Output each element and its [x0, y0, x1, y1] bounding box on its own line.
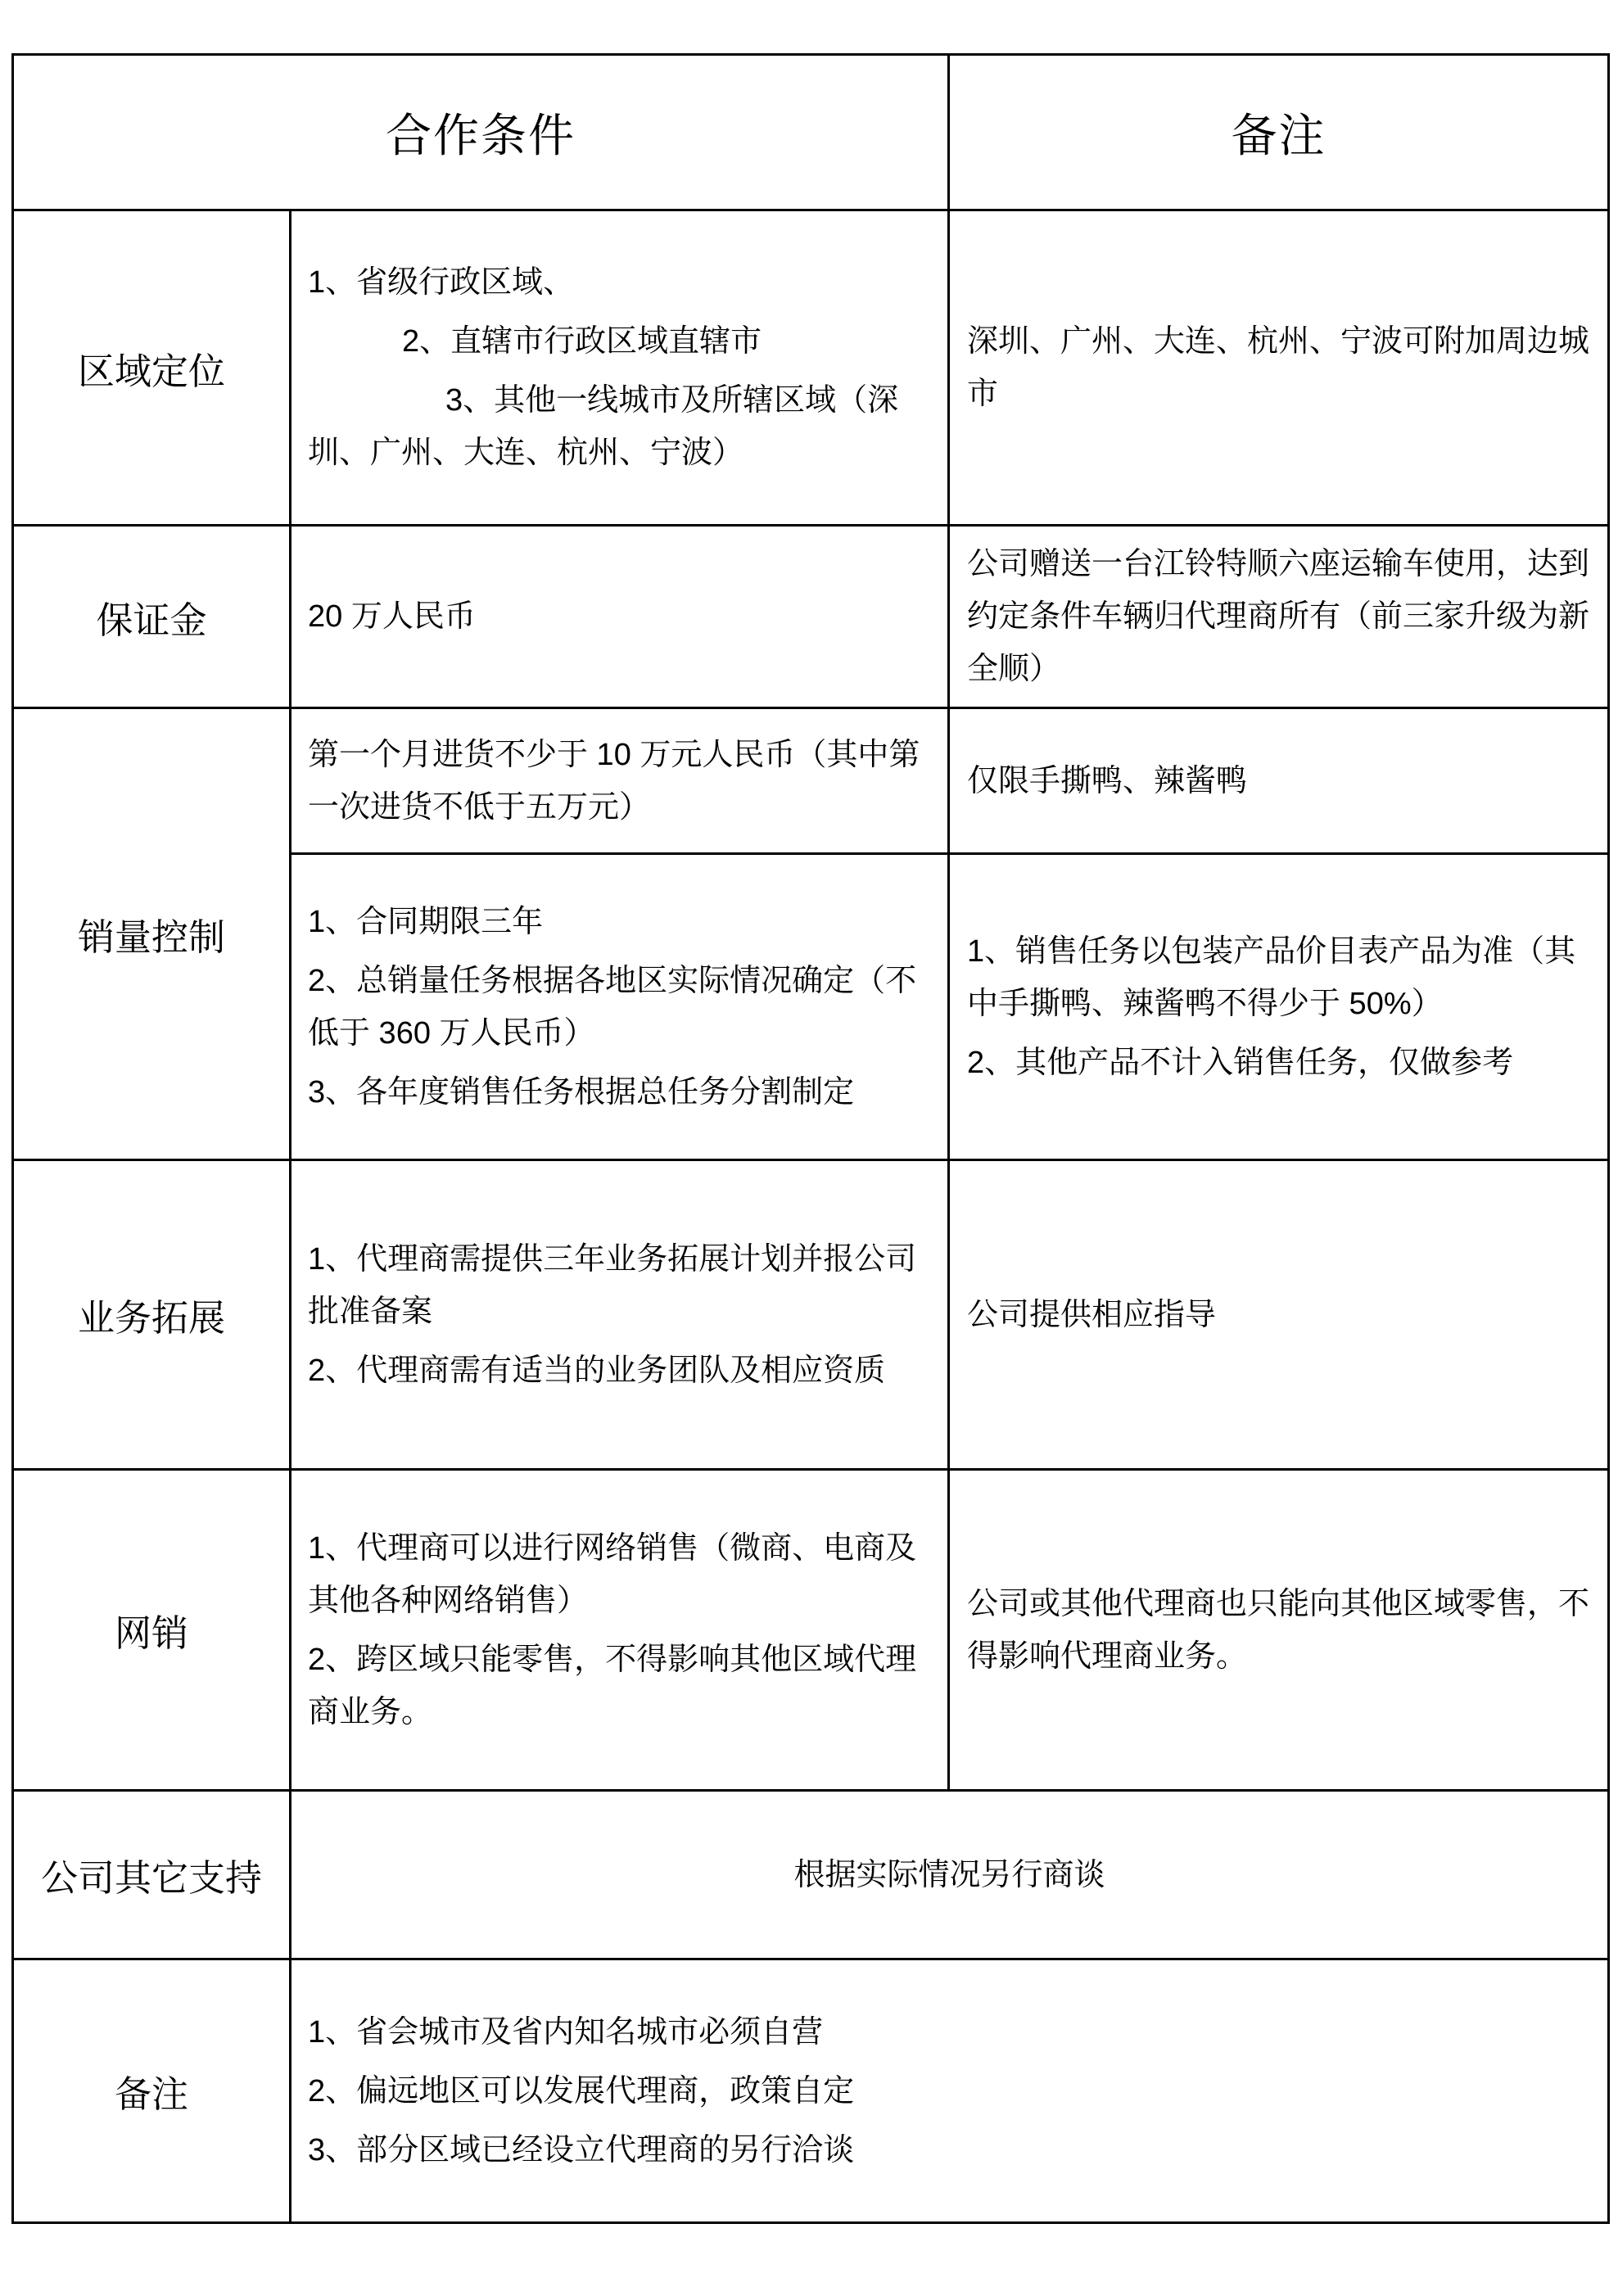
row-business-remark	[949, 1160, 1609, 1470]
header-cooperation-cell: 合作条件	[13, 55, 949, 210]
cooperation-table	[11, 53, 1610, 2224]
deposit-remark-text: 公司赠送一台江铃特顺六座运输车使用，达到约定条件车辆归代理商所有（前三家升级为新全顺）	[967, 547, 1590, 686]
row-business-label: 业务拓展	[13, 1160, 291, 1470]
sales-sub1-content-text: 第一个月进货不少于 10 万元人民币（其中第一次进货不低于五万元）	[308, 737, 920, 825]
notes-item-3: 3、部分区域已经设立代理商的另行洽谈	[308, 2132, 855, 2167]
row-deposit-remark	[949, 526, 1609, 708]
row-region	[13, 210, 1609, 526]
sales-sub2-item-2: 2、总销量任务根据各地区实际情况确定（不低于 360 万人民币）	[308, 963, 917, 1051]
row-deposit-content	[291, 526, 949, 708]
row-region-remark	[949, 210, 1609, 526]
row-business-content	[291, 1160, 949, 1470]
row-sales-label: 销量控制	[13, 708, 291, 1160]
row-deposit	[13, 526, 1609, 708]
header-remark-cell: 备注	[949, 55, 1609, 210]
business-remark-text: 公司提供相应指导	[967, 1297, 1217, 1332]
sales-sub2-item-1: 1、合同期限三年	[308, 904, 544, 939]
row-region-content	[291, 210, 949, 526]
table-header-row	[13, 55, 1609, 210]
notes-item-1: 1、省会城市及省内知名城市必须自营	[308, 2014, 824, 2050]
row-online-remark	[949, 1470, 1609, 1791]
sales-sub2-item-3: 3、各年度销售任务根据总任务分割制定	[308, 1074, 855, 1110]
row-support-label: 公司其它支持	[13, 1791, 291, 1959]
online-item-2: 2、跨区域只能零售，不得影响其他区域代理商业务。	[308, 1642, 917, 1729]
row-notes-label: 备注	[13, 1959, 291, 2223]
sales-sub1-remark-text: 仅限手撕鸭、辣酱鸭	[967, 763, 1248, 798]
online-remark-text: 公司或其他代理商也只能向其他区域零售，不得影响代理商业务。	[967, 1586, 1590, 1674]
row-sales-sub2-content	[291, 854, 949, 1160]
row-sales-sub2-remark	[949, 854, 1609, 1160]
business-item-1: 1、代理商需提供三年业务拓展计划并报公司批准备案	[308, 1241, 917, 1329]
row-business	[13, 1160, 1609, 1470]
region-item-3: 3、其他一线城市及所辖区域（深圳、广州、大连、杭州、宁波）	[308, 383, 899, 470]
row-sales-sub1	[13, 708, 1609, 854]
sales-sub2-remark-2: 2、其他产品不计入销售任务，仅做参考	[967, 1045, 1514, 1080]
row-sales-sub1-content	[291, 708, 949, 854]
row-deposit-label: 保证金	[13, 526, 291, 708]
region-item-1: 1、省级行政区域、	[308, 265, 575, 300]
row-notes	[13, 1959, 1609, 2223]
deposit-content-text: 20 万人民币	[308, 599, 476, 634]
region-item-2: 2、直辖市行政区域直辖市	[402, 324, 762, 359]
row-online-label: 网销	[13, 1470, 291, 1791]
row-online-content	[291, 1470, 949, 1791]
row-sales-sub1-remark	[949, 708, 1609, 854]
sales-sub2-remark-1: 1、销售任务以包装产品价目表产品为准（其中手撕鸭、辣酱鸭不得少于 50%）	[967, 933, 1576, 1021]
online-item-1: 1、代理商可以进行网络销售（微商、电商及其他各种网络销售）	[308, 1530, 917, 1618]
region-remark-text: 深圳、广州、大连、杭州、宁波可附加周边城市	[967, 324, 1590, 411]
row-online-sales	[13, 1470, 1609, 1791]
row-notes-content	[291, 1959, 1609, 2223]
notes-item-2: 2、偏远地区可以发展代理商，政策自定	[308, 2073, 855, 2108]
row-company-support	[13, 1791, 1609, 1959]
support-content-text: 根据实际情况另行商谈	[793, 1857, 1105, 1892]
business-item-2: 2、代理商需有适当的业务团队及相应资质	[308, 1353, 886, 1388]
row-region-label: 区域定位	[13, 210, 291, 526]
row-support-content	[291, 1791, 1609, 1959]
